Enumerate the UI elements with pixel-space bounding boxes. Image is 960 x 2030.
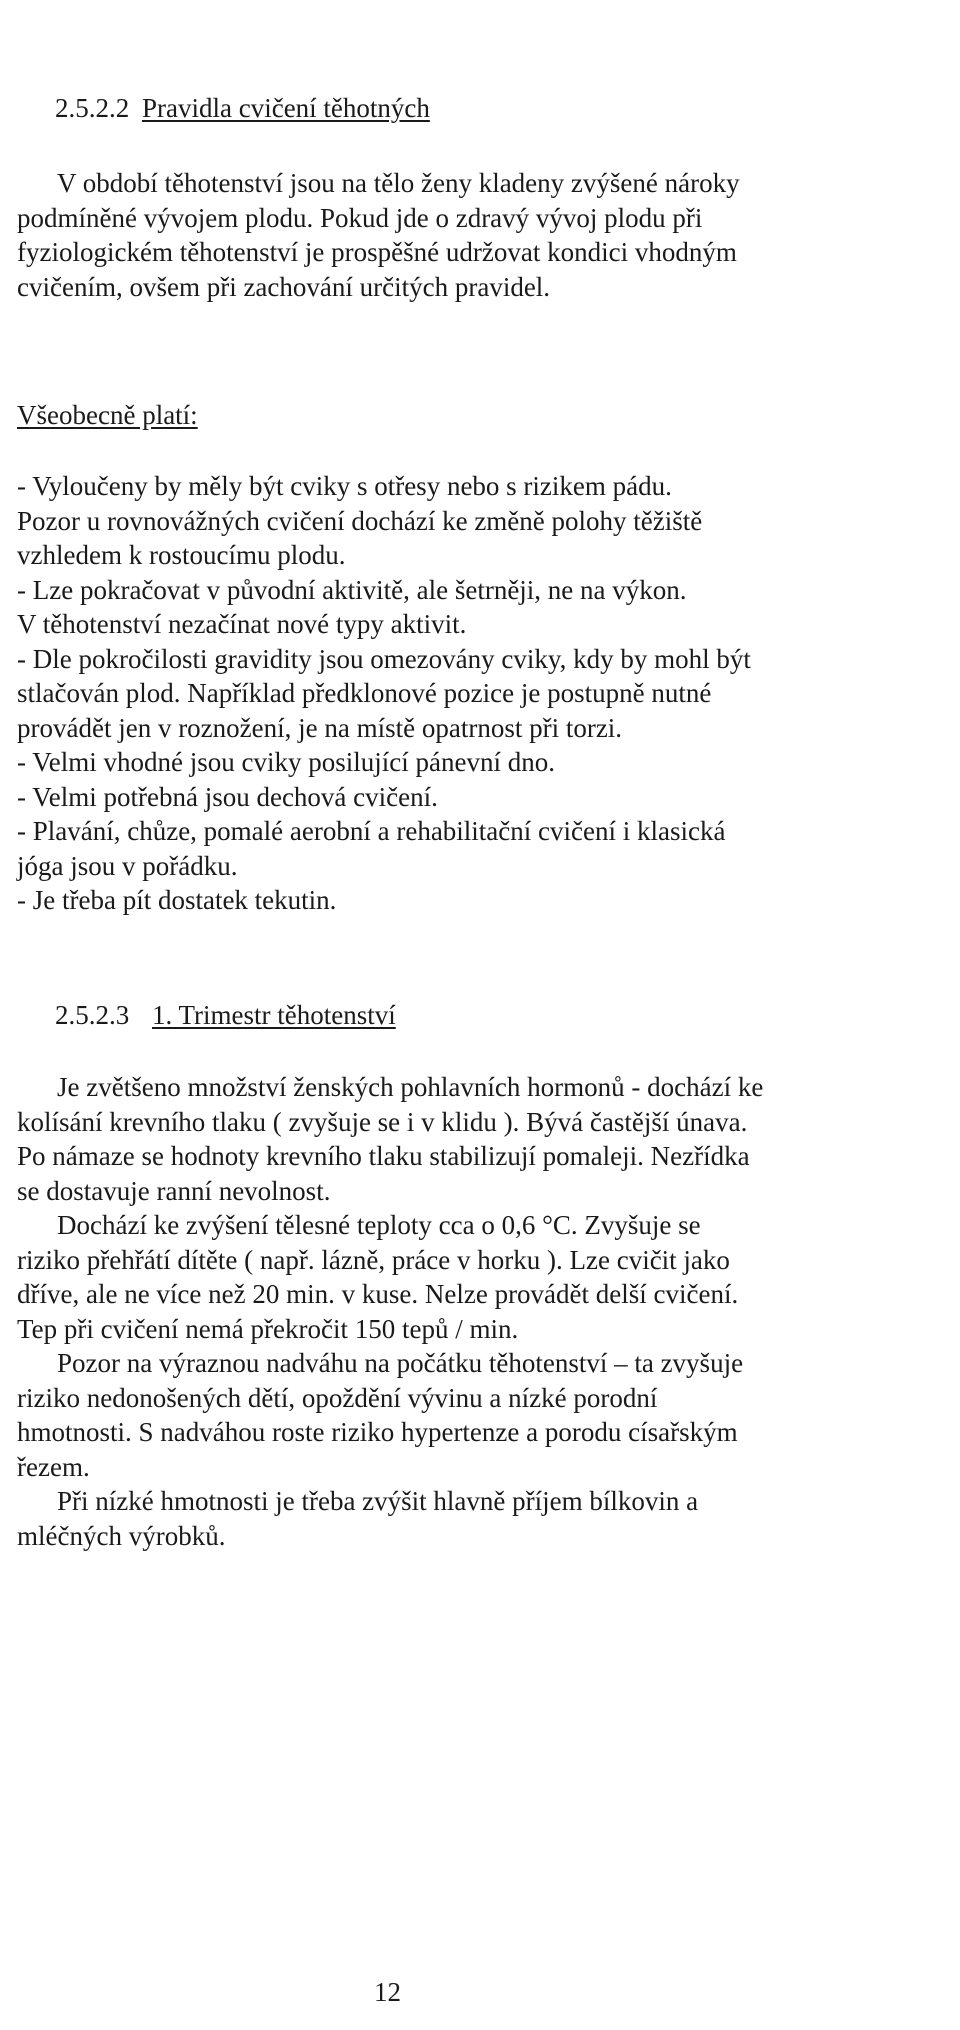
paragraph-line: Pozor na výraznou nadváhu na počátku těhotenství – ta zvyšuje [57,1348,744,1378]
rule-line: Pozor u rovnovážných cvičení dochází ke změně polohy těžiště [17,505,703,536]
paragraph-line: řezem. [17,1451,90,1482]
rule-line: - Lze pokračovat v původní aktivitě, ale šetrněji, ne na výkon. [17,574,687,605]
rule-line: - Je třeba pít dostatek tekutin. [17,885,337,915]
rule-line: provádět jen v roznožení, je na místě opatrnost při torzi. [17,712,623,743]
rule-line: V těhotenství nezačínat nové typy aktivit. [17,609,467,639]
paragraph-line: riziko nedonošených dětí, opoždění vývinu a nízké porodní [17,1382,658,1413]
paragraph-line: fyziologickém těhotenství je prospěšné udržovat kondici vhodným [17,237,737,267]
paragraph-line: cvičením, ovšem při zachování určitých pravidel. [17,271,551,302]
rule-line: vzhledem k rostoucímu plodu. [17,540,346,570]
section-number: 2.5.2.3 [55,1000,130,1030]
section-heading-2-5-2-3 [55,999,396,1031]
rule-line: - Vyloučeny by měly být cviky s otřesy nebo s rizikem pádu. [17,471,672,501]
rule-line: - Velmi potřebná jsou dechová cvičení. [17,781,438,812]
rule-line: - Plavání, chůze, pomalé aerobní a rehabilitační cvičení i klasická [17,816,726,846]
intro-paragraph [17,166,912,304]
paragraph-line: podmíněné vývojem plodu. Pokud jde o zdravý vývoj plodu při [17,202,703,233]
trimester-paragraph [17,1070,912,1553]
paragraph-line: V období těhotenství jsou na tělo ženy kladeny zvýšené nároky [57,168,740,198]
paragraph-line: Tep při cvičení nemá překročit 150 tepů / min. [17,1313,519,1344]
section-title: 1. Trimestr těhotenství [152,1000,396,1030]
rule-line: - Velmi vhodné jsou cviky posilující pánevní dno. [17,747,555,777]
section-number: 2.5.2.2 [55,93,130,123]
paragraph-line: mléčných výrobků. [17,1520,226,1551]
rules-subheading: Všeobecně platí: [17,400,198,430]
rule-line: stlačován plod. Například předklonové pozice je postupně nutné [17,678,712,708]
paragraph-line: Po námaze se hodnoty krevního tlaku stabilizují pomaleji. Nezřídka [17,1141,750,1171]
paragraph-line: se dostavuje ranní nevolnost. [17,1175,331,1206]
paragraph-line: dříve, ale ne více než 20 min. v kuse. Nelze provádět delší cvičení. [17,1279,739,1309]
rules-list [17,469,912,918]
section-heading-2-5-2-2 [55,92,430,124]
paragraph-line: kolísání krevního tlaku ( zvyšuje se i v klidu ). Bývá častější únava. [17,1106,748,1137]
rule-line: jóga jsou v pořádku. [17,850,238,881]
section-title: Pravidla cvičení těhotných [142,93,430,123]
paragraph-line: hmotnosti. S nadváhou roste riziko hypertenze a porodu císařským [17,1417,738,1447]
paragraph-line: Dochází ke zvýšení tělesné teploty cca o 0,6 °C. Zvyšuje se [57,1210,701,1240]
paragraph-line: riziko přehřátí dítěte ( např. lázně, práce v horku ). Lze cvičit jako [17,1244,730,1275]
paragraph-line: Při nízké hmotnosti je třeba zvýšit hlavně příjem bílkovin a [57,1486,699,1516]
paragraph-line: Je zvětšeno množství ženských pohlavních hormonů - dochází ke [57,1072,764,1102]
rule-line: - Dle pokročilosti gravidity jsou omezovány cviky, kdy by mohl být [17,643,751,674]
page-number: 12 [374,1977,401,2007]
